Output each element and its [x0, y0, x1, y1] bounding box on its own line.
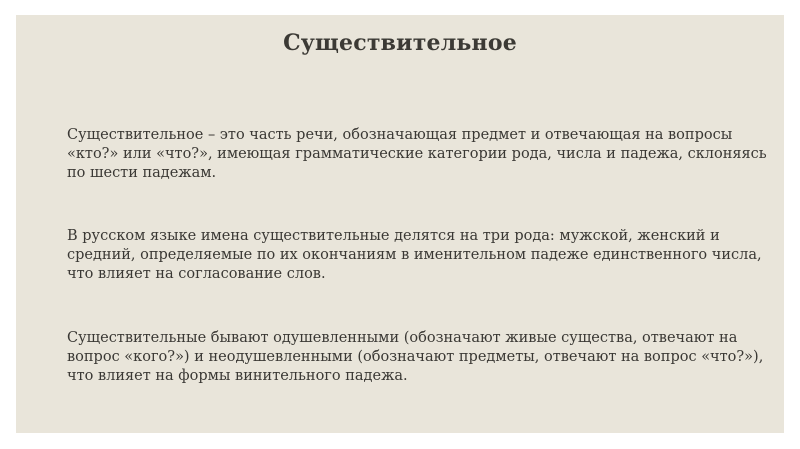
paragraph-animacy: Существительные бывают одушевленными (обозначают живые существа, отвечают на вопрос «кого?») и неодушевленными (обозначают предметы, отвечают на вопрос «что?»), что влияет на формы винительного падежа.: [67, 330, 764, 384]
paragraph-gender: В русском языке имена существительные делятся на три рода: мужской, женский и средний, определяемые по их окончаниям в именительном падеже единственного числа, что влияет на согласование слов.: [67, 228, 762, 282]
paragraph-definition: Существительное – это часть речи, обозначающая предмет и отвечающая на вопросы «кто?» или «что?», имеющая грамматические категории рода, числа и падежа, склоняясь по шести падежам.: [67, 127, 767, 181]
slide-title: Существительное: [283, 30, 517, 56]
slide: [16, 15, 784, 433]
